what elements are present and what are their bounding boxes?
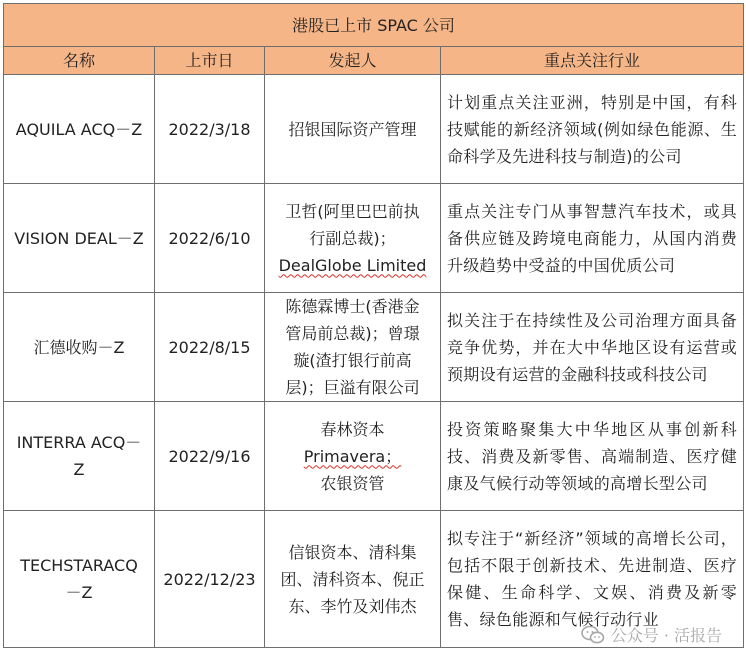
cell-sponsor: [265, 293, 441, 402]
sponsor-line: 信银资本、清科集: [288, 542, 417, 562]
cell-sponsor: [265, 402, 441, 511]
cell-date: 2022/12/23: [155, 511, 265, 648]
watermark-text: 公众号 · 活报告: [610, 626, 722, 645]
table-row: [4, 75, 744, 184]
sponsor-line: 春林资本: [320, 419, 385, 439]
table-row: [4, 293, 744, 402]
cell-sponsor: [265, 184, 441, 293]
wechat-icon: [581, 625, 605, 645]
sponsor-line: Primavera；: [303, 446, 402, 466]
cell-sponsor: [265, 75, 441, 184]
cell-focus: 拟关注于在持续性及公司治理方面具备竞争优势，并在大中华地区设有运营或预期设有运营的金融科技或科技公司: [441, 293, 744, 402]
cell-focus: 计划重点关注亚洲，特别是中国，有科技赋能的新经济领域(例如绿色能源、生命科学及先进科技与制造)的公司: [441, 75, 744, 184]
name-line: －Z: [65, 583, 93, 602]
sponsor-line: DealGlobe Limited: [278, 255, 427, 275]
cell-name: [4, 402, 155, 511]
header-focus: 重点关注行业: [441, 47, 744, 75]
sponsor-line: 招银国际资产管理: [288, 119, 417, 139]
cell-focus: 重点关注专门从事智慧汽车技术，或具备供应链及跨境电商能力，从国内消费升级趋势中受益的中国优质公司: [441, 184, 744, 293]
cell-date: 2022/6/10: [155, 184, 265, 293]
table-row: [4, 402, 744, 511]
watermark: [581, 623, 722, 646]
cell-name: AQUILA ACQ－Z: [4, 75, 155, 184]
sponsor-line: 农银资管: [320, 473, 385, 493]
cell-date: 2022/3/18: [155, 75, 265, 184]
cell-name: VISION DEAL－Z: [4, 184, 155, 293]
table-title: 港股已上市 SPAC 公司: [4, 4, 744, 47]
cell-focus: 投资策略聚集大中华地区从事创新科技、消费及新零售、高端制造、医疗健康及气候行动等领域的高增长型公司: [441, 402, 744, 511]
cell-sponsor: [265, 511, 441, 648]
cell-name: [4, 511, 155, 648]
sponsor-line: 东、李竹及刘伟杰: [288, 596, 417, 616]
name-line: TECHSTARACQ: [20, 556, 138, 575]
sponsor-line: 璇(渣打银行前高: [293, 351, 412, 370]
cell-focus: 拟专注于“新经济”领域的高增长公司，包括不限于创新技术、先进制造、医疗保健、生命科学、文娱、消费及新零售、绿色能源和气候行动行业: [441, 511, 744, 648]
sponsor-line: 层)；巨溢有限公司: [285, 378, 420, 397]
sponsor-line: 卫哲(阿里巴巴前执: [285, 201, 420, 221]
table-row: [4, 184, 744, 293]
header-name: 名称: [4, 47, 155, 75]
spac-table: [3, 3, 744, 648]
sponsor-line: 团、清科资本、倪正: [280, 569, 425, 589]
sponsor-line: 管局前总裁)；曾璟: [285, 324, 420, 343]
table-title-row: [4, 4, 744, 47]
name-line: Z: [73, 460, 85, 479]
sponsor-line: 行副总裁)；: [309, 228, 396, 248]
sponsor-line: 陈德霖博士(香港金: [285, 297, 420, 316]
cell-date: 2022/8/15: [155, 293, 265, 402]
table-header-row: [4, 47, 744, 75]
cell-name: 汇德收购－Z: [4, 293, 155, 402]
header-sponsor: 发起人: [265, 47, 441, 75]
name-line: INTERRA ACQ－: [16, 433, 142, 452]
cell-date: 2022/9/16: [155, 402, 265, 511]
header-date: 上市日: [155, 47, 265, 75]
